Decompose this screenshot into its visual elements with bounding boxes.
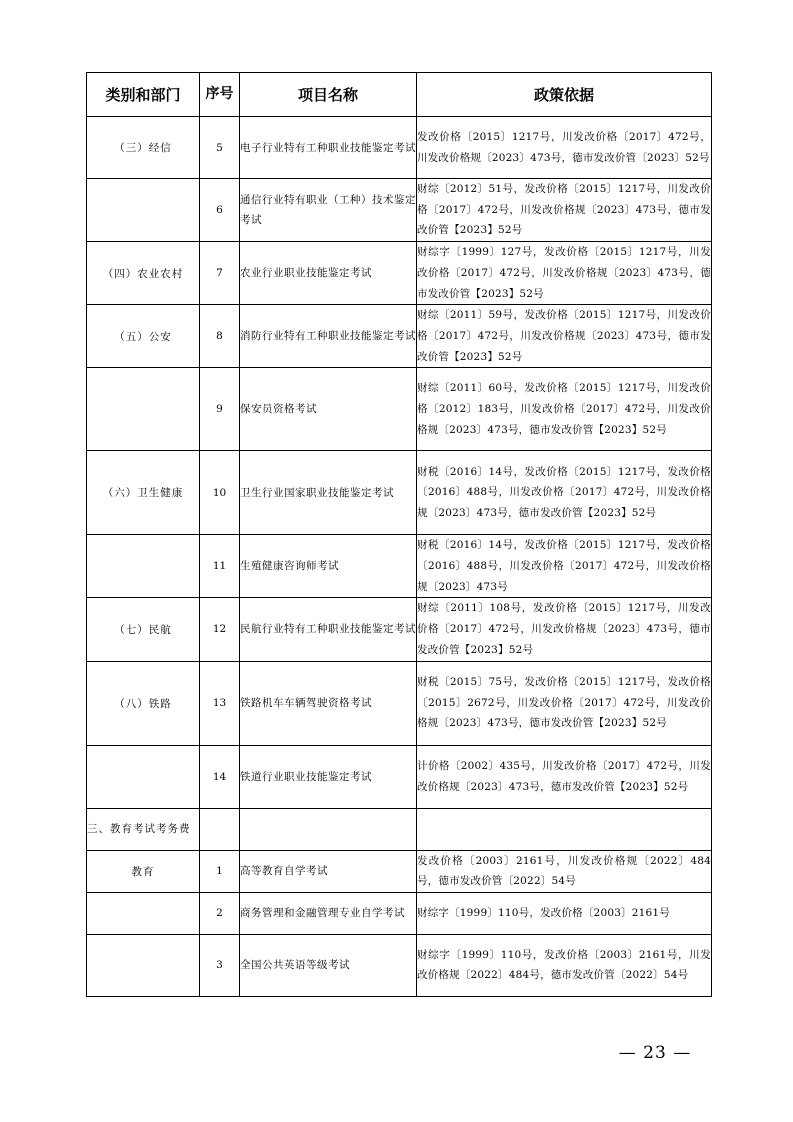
number-cell: 14: [200, 745, 240, 808]
category-cell: [87, 892, 200, 934]
header-number: 序号: [200, 73, 240, 117]
policy-cell: 财综字〔1999〕110号，发改价格〔2003〕2161号: [417, 892, 712, 934]
category-cell: [87, 934, 200, 996]
number-cell: 8: [200, 305, 240, 368]
policy-cell: 计价格〔2002〕435号，川发改价格〔2017〕472号，川发改价格规〔2023〕473号，德市发改价管【2023】52号: [417, 745, 712, 808]
policy-cell: [417, 808, 712, 850]
category-cell: （八）铁路: [87, 661, 200, 745]
policy-cell: 财综字〔1999〕110号，发改价格〔2003〕2161号，川发改价格规〔2022〕484号，德市发改价管〔2022〕54号: [417, 934, 712, 996]
number-cell: 9: [200, 368, 240, 451]
category-cell: （五）公安: [87, 305, 200, 368]
project-name-cell: [240, 808, 417, 850]
policy-cell: 财综〔2011〕60号，发改价格〔2015〕1217号，川发改价格〔2012〕183号，川发改价格〔2017〕472号，川发改价格规〔2023〕473号，德市发改价管【2023】52号: [417, 368, 712, 451]
table-row: [87, 179, 712, 242]
table-row: [87, 598, 712, 661]
header-policy: 政策依据: [417, 73, 712, 117]
policy-cell: 财综〔2012〕51号，发改价格〔2015〕1217号，川发改价格〔2017〕472号，川发改价格规〔2023〕473号，德市发改价管【2023】52号: [417, 179, 712, 242]
table-row: [87, 242, 712, 305]
category-cell: （四）农业农村: [87, 242, 200, 305]
project-name-cell: 民航行业特有工种职业技能鉴定考试: [240, 598, 417, 661]
project-name-cell: 通信行业特有职业（工种）技术鉴定考试: [240, 179, 417, 242]
number-cell: 5: [200, 117, 240, 179]
project-name-cell: 铁路机车车辆驾驶资格考试: [240, 661, 417, 745]
project-name-cell: 保安员资格考试: [240, 368, 417, 451]
table-row: [87, 368, 712, 451]
section-row: [87, 808, 712, 850]
policy-cell: 发改价格〔2015〕1217号，川发改价格〔2017〕472号，川发改价格规〔2023〕473号，德市发改价管〔2023〕52号: [417, 117, 712, 179]
table-row: [87, 451, 712, 535]
project-name-cell: 卫生行业国家职业技能鉴定考试: [240, 451, 417, 535]
category-cell: （六）卫生健康: [87, 451, 200, 535]
header-category: 类别和部门: [87, 73, 200, 117]
number-cell: [200, 808, 240, 850]
category-cell: （三）经信: [87, 117, 200, 179]
policy-cell: 财综字〔1999〕127号，发改价格〔2015〕1217号，川发改价格〔2017〕472号，川发改价格规〔2023〕473号，德市发改价管【2023】52号: [417, 242, 712, 305]
category-cell: [87, 745, 200, 808]
table-row: [87, 745, 712, 808]
table-row: [87, 117, 712, 179]
project-name-cell: 生殖健康咨询师考试: [240, 535, 417, 598]
project-name-cell: 铁道行业职业技能鉴定考试: [240, 745, 417, 808]
policy-cell: 财综〔2011〕108号，发改价格〔2015〕1217号，川发改价格〔2017〕472号，川发改价格规〔2023〕473号，德市发改价管【2023】52号: [417, 598, 712, 661]
project-name-cell: 农业行业职业技能鉴定考试: [240, 242, 417, 305]
table-row: [87, 934, 712, 996]
table-row: [87, 661, 712, 745]
category-cell: [87, 179, 200, 242]
policy-cell: 发改价格〔2003〕2161号，川发改价格规〔2022〕484号，德市发改价管〔2022〕54号: [417, 850, 712, 892]
policy-cell: 财综〔2011〕59号，发改价格〔2015〕1217号，川发改价格〔2017〕472号，川发改价格规〔2023〕473号，德市发改价管【2023】52号: [417, 305, 712, 368]
category-cell: 教育: [87, 850, 200, 892]
table-row: [87, 305, 712, 368]
category-cell: [87, 535, 200, 598]
project-name-cell: 全国公共英语等级考试: [240, 934, 417, 996]
section-title-cell: 三、教育考试考务费: [87, 808, 200, 850]
number-cell: 13: [200, 661, 240, 745]
number-cell: 3: [200, 934, 240, 996]
project-name-cell: 电子行业特有工种职业技能鉴定考试: [240, 117, 417, 179]
table-row: [87, 850, 712, 892]
table-row: [87, 892, 712, 934]
policy-cell: 财税〔2016〕14号，发改价格〔2015〕1217号，发改价格〔2016〕488号，川发改价格〔2017〕472号，川发改价格规〔2023〕473号，德市发改价管【2023】52号: [417, 451, 712, 535]
category-cell: [87, 368, 200, 451]
page-number: — 23 —: [618, 1043, 692, 1063]
number-cell: 7: [200, 242, 240, 305]
category-cell: （七）民航: [87, 598, 200, 661]
policy-cell: 财税〔2016〕14号，发改价格〔2015〕1217号，发改价格〔2016〕488号，川发改价格〔2017〕472号，川发改价格规〔2023〕473号: [417, 535, 712, 598]
number-cell: 10: [200, 451, 240, 535]
project-name-cell: 商务管理和金融管理专业自学考试: [240, 892, 417, 934]
header-name: 项目名称: [240, 73, 417, 117]
table-row: [87, 535, 712, 598]
number-cell: 11: [200, 535, 240, 598]
policy-cell: 财税〔2015〕75号，发改价格〔2015〕1217号，发改价格〔2015〕2672号，川发改价格〔2017〕472号，川发改价格规〔2023〕473号，德市发改价管【2023】52号: [417, 661, 712, 745]
number-cell: 1: [200, 850, 240, 892]
fee-table: [86, 72, 712, 997]
project-name-cell: 消防行业特有工种职业技能鉴定考试: [240, 305, 417, 368]
number-cell: 12: [200, 598, 240, 661]
number-cell: 6: [200, 179, 240, 242]
table-header-row: [87, 73, 712, 117]
project-name-cell: 高等教育自学考试: [240, 850, 417, 892]
number-cell: 2: [200, 892, 240, 934]
